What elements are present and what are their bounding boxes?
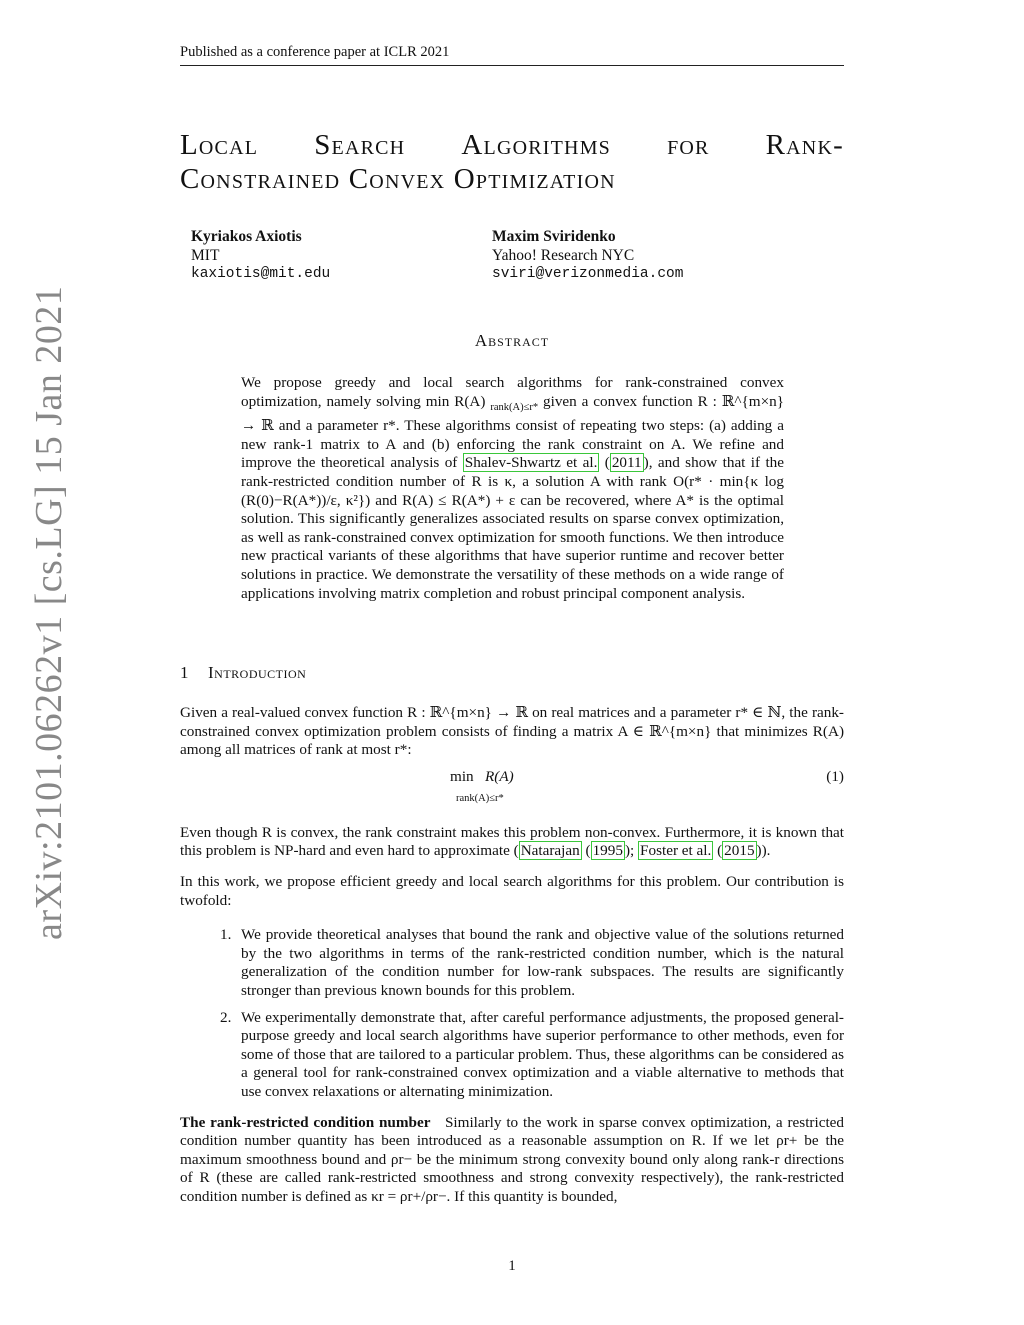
citation-year-link[interactable]: 2015 <box>724 842 755 860</box>
title-word: Algorithms <box>461 129 612 161</box>
section-title: Introduction <box>208 663 307 682</box>
citation-link[interactable]: Shalev-Shwartz et al. <box>464 454 598 472</box>
citation-year-link[interactable]: 2011 <box>611 454 642 472</box>
abstract-text: given a convex function R : ℝ^{m×n} → ℝ and a parameter r*. These algorithms consist of repeating two steps: (a) adding a new rank-1 matrix to A and (b) enforcing the rank constraint on A. We refine and improve the theoretical analysis of <box>241 392 785 472</box>
title-word: for <box>667 129 710 161</box>
running-header: Published as a conference paper at ICLR 2021 <box>180 44 844 66</box>
abstract-text: , and show that if the rank-restricted condition number of R is κ, a solution A with rank O(r* · min{κ log (R(0)−R(A*))/ε, κ²}) and R(A) ≤ R(A*) + ε can be recovered, where A* is the optimal solution. This significantly generalizes associated results on sparse convex optimization, as well as rank-constrained convex optimization for smooth functions. We then introduce new practical variants of these algorithms that have superior runtime and recover better solutions in practice. We demonstrate the versatility of these methods on a wide range of applications involving matrix completion and robust principal component analysis. <box>241 454 784 602</box>
list-text: We experimentally demonstrate that, after careful performance adjustments, the proposed general-purpose greedy and local search algorithms have superior performance to other methods, even for some of those that are tailored to a particular problem. Thus, these algorithms can be considered as a general tool for rank-constrained convex optimization and a viable alternative to methods that use convex relaxations or alternating minimization. <box>241 1008 844 1100</box>
author-block-2 <box>492 228 683 284</box>
citation-link[interactable]: Foster et al. <box>640 842 712 860</box>
author-email[interactable]: kaxiotis@mit.edu <box>191 266 331 282</box>
section-number: 1 <box>180 663 189 682</box>
arxiv-stamp: arXiv:2101.06262v1 [cs.LG] 15 Jan 2021 <box>28 285 70 940</box>
paper-title <box>180 128 844 196</box>
contribution-list <box>180 926 844 1101</box>
abstract-body: We propose greedy and local search algorithms for rank-constrained convex optimization, namely solving min R(A) $_{rank(A)\le r*}$ given a convex function R : ℝ^{m×n} → ℝ and a parameter r*. These algorithms consist of repeating two steps: (a) adding a new rank-1 matrix to A and (b) enforcing the rank constraint on A. We refine and improve the theoretical analysis of Shalev-Shwartz et al. ( 2011 ), and show that if the rank-restricted condition number of R is κ, a solution A with rank O(r* · min{κ log (R(0)−R(A*))/ε, κ²}) and R(A) ≤ R(A*) + ε can be recovered, where A* is the optimal solution. This significantly generalizes associated results on sparse convex optimization, as well as rank-constrained convex optimization for smooth functions. We then introduce new practical variants of these algorithms that have superior runtime and recover better solutions in practice. We demonstrate the versatility of these methods on a wide range of applications involving matrix completion and robust principal component analysis. <box>241 374 785 602</box>
title-word: Local <box>180 129 259 161</box>
citation-year-link[interactable]: 1995 <box>592 842 623 860</box>
list-number: 1. <box>220 926 232 944</box>
author-name: Maxim Sviridenko <box>492 228 616 245</box>
section-heading <box>180 663 306 683</box>
abstract-min-subscript: rank(A)≤r* <box>490 401 539 413</box>
equation-number: (1) <box>826 767 844 785</box>
section-body <box>180 704 844 1206</box>
title-line-2: Constrained Convex Optimization <box>180 163 616 195</box>
citation-link[interactable]: Natarajan <box>520 842 580 860</box>
author-affiliation: Yahoo! Research NYC <box>492 246 635 264</box>
abstract-min-expr: min R(A) $_{rank(A)\le r*}$ <box>425 392 539 413</box>
author-block-1 <box>191 228 330 284</box>
intro-paragraph: Given a real-valued convex function R : ℝ^{m×n} → ℝ on real matrices and a parameter r* ∈ ℕ, the rank-constrained convex optimization problem consists of finding a matrix A ∈ ℝ^{m×n} that minimizes R(A) among all matrices of rank at most r*: <box>180 704 844 759</box>
title-word: Rank- <box>765 129 844 161</box>
list-item <box>180 1009 844 1102</box>
equation-expression: min R(A) <box>450 767 514 785</box>
abstract-text: We propose greedy and local search algorithms for rank-constrained convex optimization, namely solving <box>241 374 784 410</box>
list-item <box>180 926 844 1000</box>
author-affiliation: MIT <box>191 246 220 264</box>
list-text: We provide theoretical analyses that bound the rank and objective value of the solutions returned by the two algorithms in terms of the rank-restricted condition number, which is the natural generalization of the condition number for low-rank subspaces. The results are significantly stronger than previous known bounds for this problem. <box>241 926 844 999</box>
intro-paragraph: The rank-restricted condition number Similarly to the work in sparse convex optimization, a restricted condition number quantity has been introduced as a reasonable assumption on R. If we let ρr+ be the maximum smoothness bound and ρr− be the minimum strong convexity bound only along rank-r directions of R (these are called rank-restricted smoothness and strong convexity respectively), the rank-restricted condition number is defined as κr = ρr+/ρr−. If this quantity is bounded, <box>180 1113 845 1205</box>
author-name: Kyriakos Axiotis <box>191 228 302 245</box>
intro-paragraph: In this work, we propose efficient greedy and local search algorithms for this problem. Our contribution is twofold: <box>180 872 844 909</box>
list-number: 2. <box>220 1008 232 1026</box>
paragraph-heading: The rank-restricted condition number <box>180 1113 431 1131</box>
title-word: Search <box>314 129 406 161</box>
page-number: 1 <box>508 1258 516 1274</box>
equation-1 <box>180 764 844 814</box>
author-email[interactable]: sviri@verizonmedia.com <box>492 266 684 282</box>
intro-paragraph: Even though R is convex, the rank constraint makes this problem non-convex. Furthermore, it is known that this problem is NP-hard and even hard to approximate ( Natarajan ( 1995 ); Foster et al. ( 2015 )). <box>180 823 844 860</box>
equation-subscript: rank(A)≤r* <box>456 792 504 804</box>
abstract-heading: Abstract <box>474 331 550 350</box>
